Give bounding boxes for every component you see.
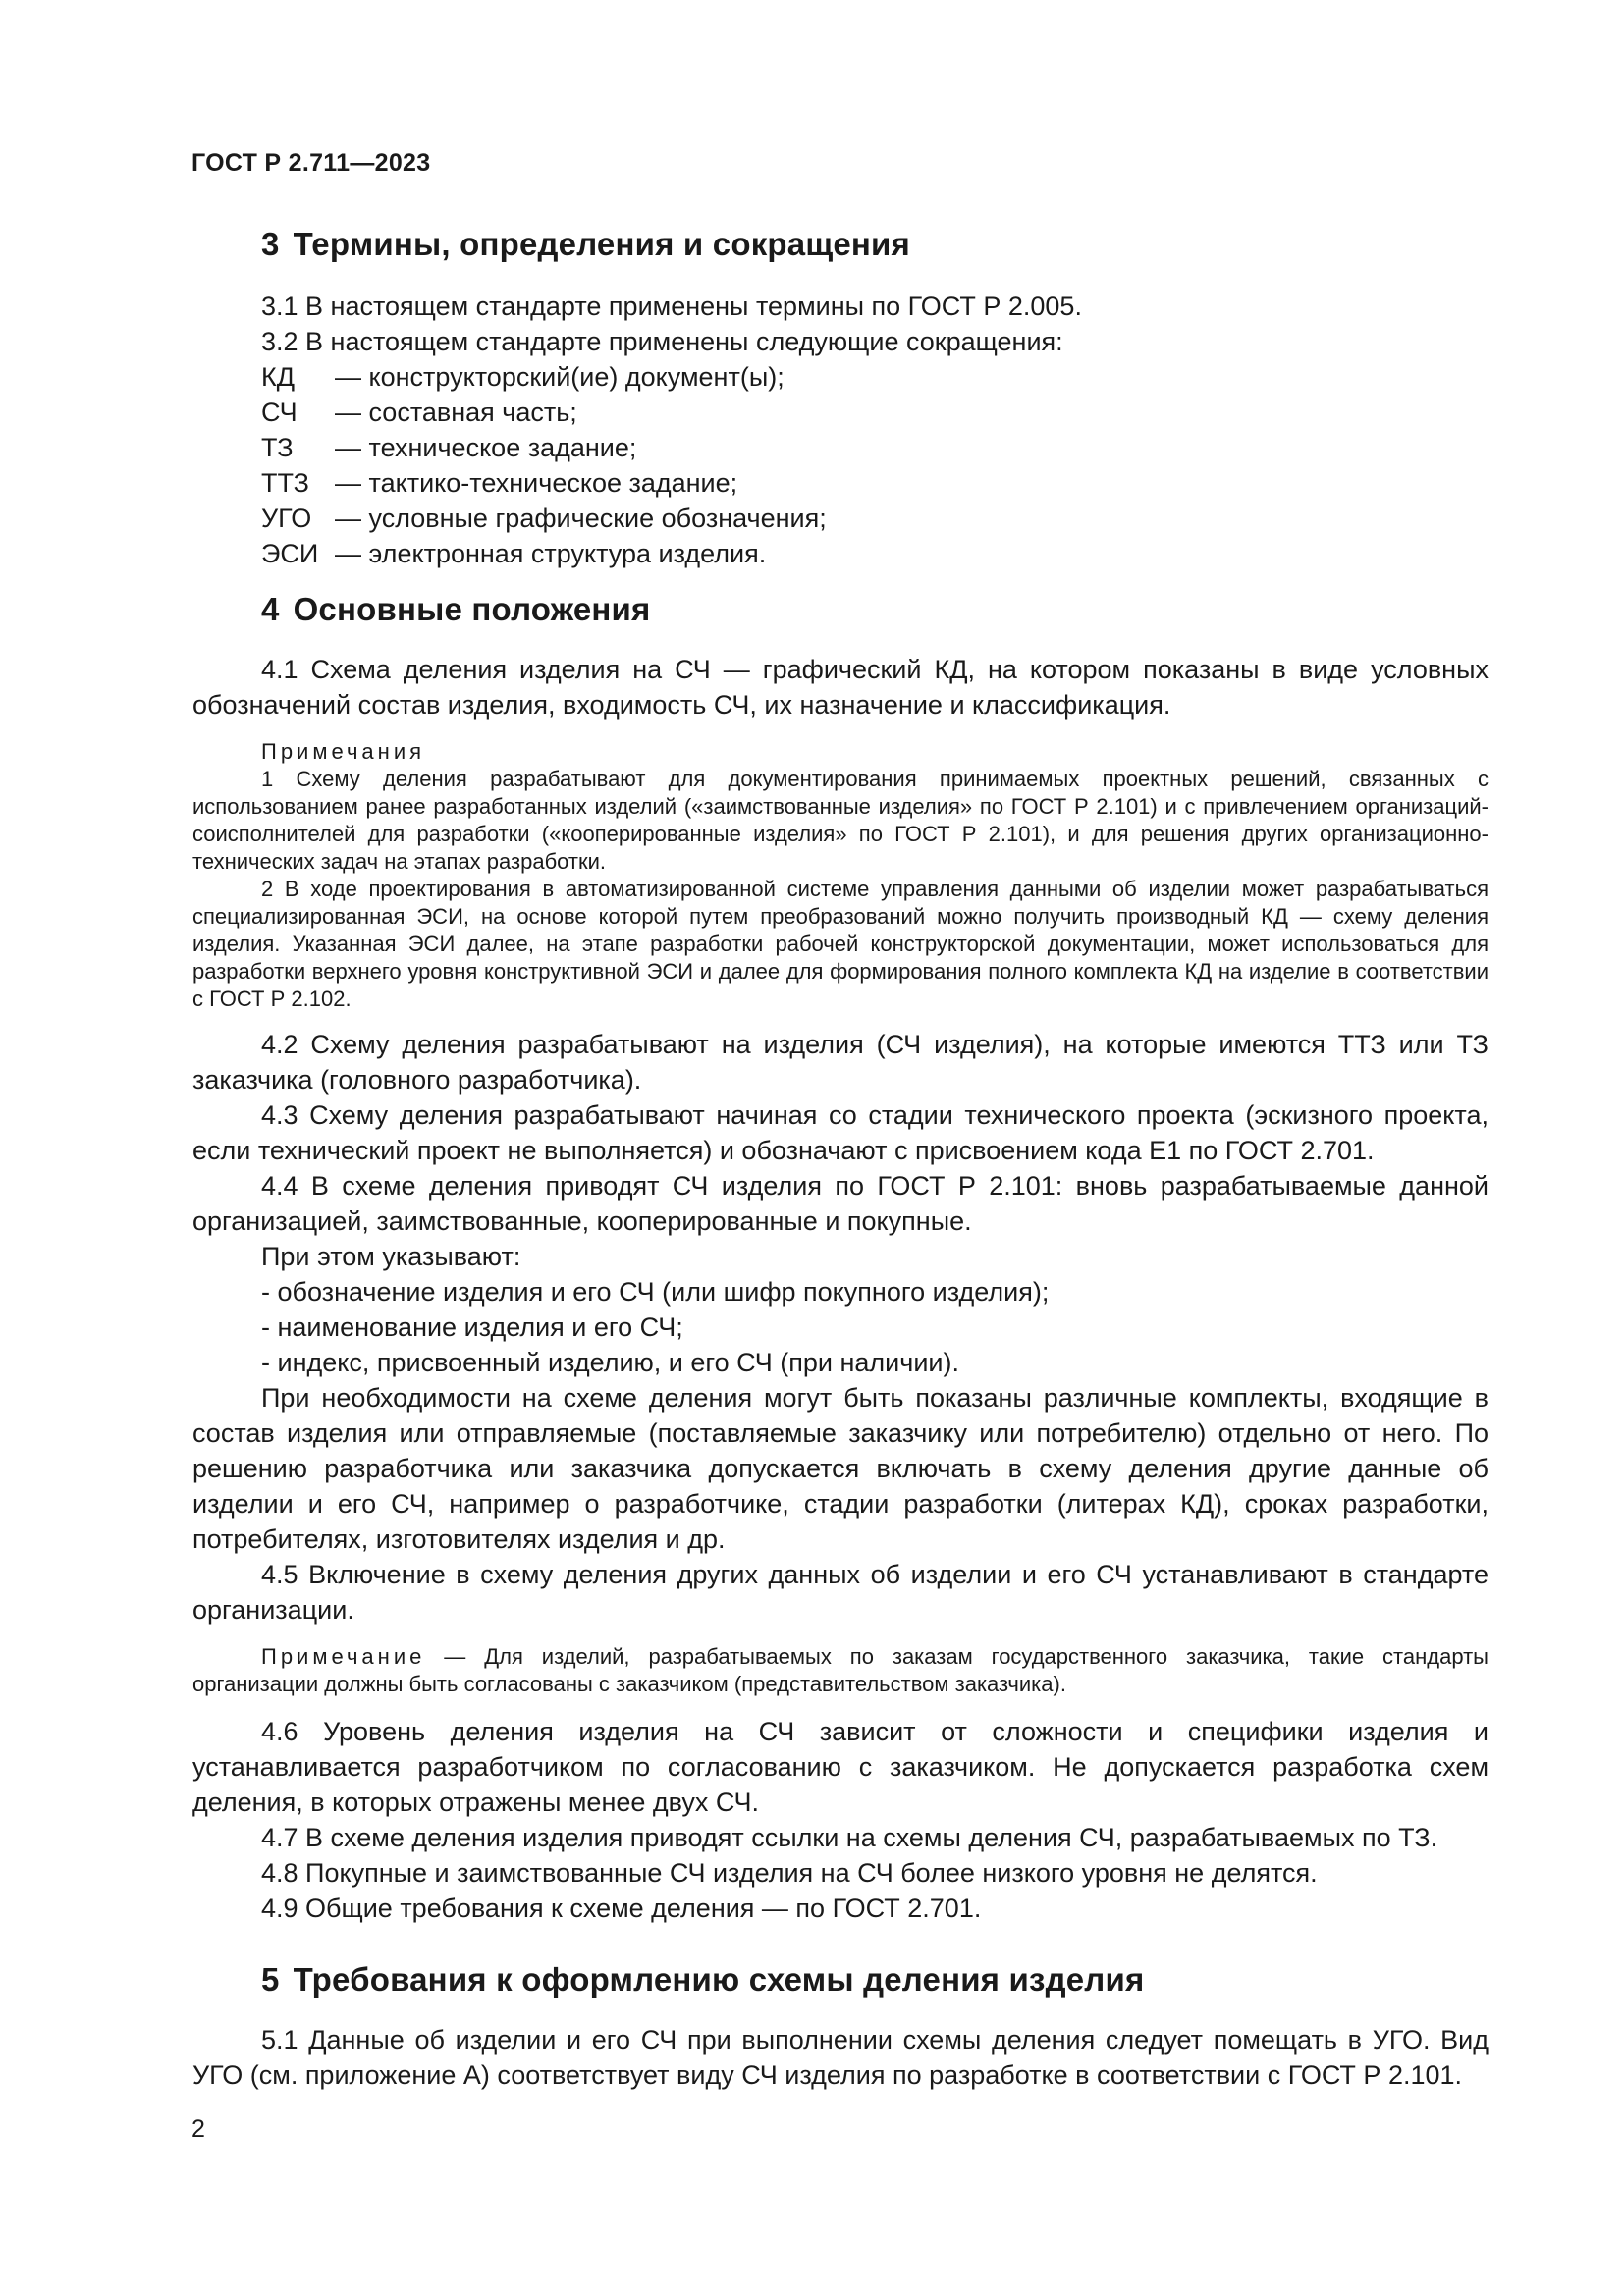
note-1: 1 Схему деления разрабатывают для документирования принимаемых проектных решений, связанных с использованием ранее разработанных изделий («заимствованные изделия» по ГОСТ Р 2.101) и с привлечением организаций-соисполнителей для разработки («кооперированные изделия» по ГОСТ Р 2.101), и для решения других организационно-технических задач на этапах разработки. xyxy=(192,767,1489,874)
notes-title: Примечания xyxy=(261,739,426,764)
clause-4-4: 4.4 В схеме деления приводят СЧ изделия по ГОСТ Р 2.101: вновь разрабатываемые данной организацией, заимствованные, кооперированные и покупные. xyxy=(192,1171,1489,1236)
section-3-heading xyxy=(261,226,1489,263)
clause-4-7: 4.7 В схеме деления изделия приводят ссылки на схемы деления СЧ, разрабатываемых по ТЗ. xyxy=(261,1823,1438,1852)
clause-3-2: 3.2 В настоящем стандарте применены следующие сокращения: xyxy=(261,327,1063,356)
abbreviation-item xyxy=(261,359,1489,395)
abbreviation-def: — техническое задание; xyxy=(335,433,637,462)
note-3 xyxy=(192,1643,1489,1698)
abbreviation-key: КД xyxy=(261,362,296,392)
abbreviation-key: ЭСИ xyxy=(261,539,319,568)
section-3-title: Термины, определения и сокращения xyxy=(293,226,910,262)
clause-4-9: 4.9 Общие требования к схеме деления — по ГОСТ 2.701. xyxy=(261,1894,982,1923)
section-3-number: 3 xyxy=(261,226,280,262)
note-2: 2 В ходе проектирования в автоматизированной системе управления данными об изделии может разрабатываться специализированная ЭСИ, на основе которой путем преобразований можно получить производный КД — схему деления изделия. Указанная ЭСИ далее, на этапе разработки рабочей конструкторской документации, может использоваться для разработки верхнего уровня конструктивной ЭСИ и далее для формирования полного комплекта КД на изделие в соответствии с ГОСТ Р 2.102. xyxy=(192,877,1489,1011)
abbreviation-key: ТТЗ xyxy=(261,468,309,498)
abbreviation-key: СЧ xyxy=(261,398,298,427)
section-4-number: 4 xyxy=(261,591,280,627)
abbreviation-def: — конструкторский(ие) документ(ы); xyxy=(335,362,785,392)
clause-4-5: 4.5 Включение в схему деления других данных об изделии и его СЧ устанавливают в стандарте организации. xyxy=(192,1560,1489,1625)
clause-4-1: 4.1 Схема деления изделия на СЧ — графический КД, на котором показаны в виде условных обозначений состав изделия, входимость СЧ, их назначение и классификация. xyxy=(192,655,1489,720)
note-3-label: Примечание xyxy=(261,1644,426,1669)
list-item: - индекс, присвоенный изделию, и его СЧ (при наличии). xyxy=(261,1348,959,1377)
clause-4-2: 4.2 Схему деления разрабатывают на изделия (СЧ изделия), на которые имеются ТТЗ или ТЗ заказчика (головного разработчика). xyxy=(192,1030,1489,1095)
list-item: - наименование изделия и его СЧ; xyxy=(261,1312,683,1342)
section-4-title: Основные положения xyxy=(293,591,651,627)
note-3-text: — Для изделий, разрабатываемых по заказам государственного заказчика, такие стандарты организации должны быть согласованы с заказчиком (представительством заказчика). xyxy=(192,1644,1489,1696)
abbreviation-def: — электронная структура изделия. xyxy=(335,539,767,568)
abbreviation-key: ТЗ xyxy=(261,433,294,462)
clause-3-1: 3.1 В настоящем стандарте применены термины по ГОСТ Р 2.005. xyxy=(261,292,1082,321)
section-4-heading xyxy=(261,591,1489,628)
abbreviation-item xyxy=(261,430,1489,465)
section-5-heading xyxy=(261,1961,1489,1999)
abbreviation-list xyxy=(261,359,1489,571)
abbreviation-def: — составная часть; xyxy=(335,398,577,427)
clause-5-1: 5.1 Данные об изделии и его СЧ при выполнении схемы деления следует помещать в УГО. Вид УГО (см. приложение А) соответствует виду СЧ изделия по разработке в соответствии с ГОСТ Р 2.101. xyxy=(192,2025,1489,2090)
abbreviation-item xyxy=(261,501,1489,536)
abbreviation-def: — тактико-техническое задание; xyxy=(335,468,738,498)
page-number: 2 xyxy=(191,2115,205,2143)
abbreviation-key: УГО xyxy=(261,504,312,533)
clause-4-3: 4.3 Схему деления разрабатывают начиная со стадии технического проекта (эскизного проекта, если технический проект не выполняется) и обозначают с присвоением кода Е1 по ГОСТ 2.701. xyxy=(192,1100,1489,1165)
clause-4-8: 4.8 Покупные и заимствованные СЧ изделия на СЧ более низкого уровня не делятся. xyxy=(261,1858,1318,1888)
clause-4-4-intro: При этом указывают: xyxy=(261,1242,521,1271)
section-5-number: 5 xyxy=(261,1961,280,1998)
section-5-title: Требования к оформлению схемы деления изделия xyxy=(293,1961,1145,1998)
abbreviation-item xyxy=(261,465,1489,501)
abbreviation-item xyxy=(261,395,1489,430)
clause-4-6: 4.6 Уровень деления изделия на СЧ зависит от сложности и специфики изделия и устанавливается разработчиком по согласованию с заказчиком. Не допускается разработка схем деления, в которых отражены менее двух СЧ. xyxy=(192,1717,1489,1817)
list-item: - обозначение изделия и его СЧ (или шифр покупного изделия); xyxy=(261,1277,1050,1307)
abbreviation-item xyxy=(261,536,1489,571)
document-id: ГОСТ Р 2.711—2023 xyxy=(191,149,431,177)
page-content xyxy=(192,218,1489,2093)
clause-4-4-extra: При необходимости на схеме деления могут быть показаны различные комплекты, входящие в состав изделия или отправляемые (поставляемые заказчику или потребителю) отдельно от него. По решению разработчика или заказчика допускается включать в схему деления другие данные об изделии и его СЧ, например о разработчике, стадии разработки (литерах КД), сроках разработки, потребителях, изготовителях изделия и др. xyxy=(192,1383,1489,1554)
abbreviation-def: — условные графические обозначения; xyxy=(335,504,827,533)
